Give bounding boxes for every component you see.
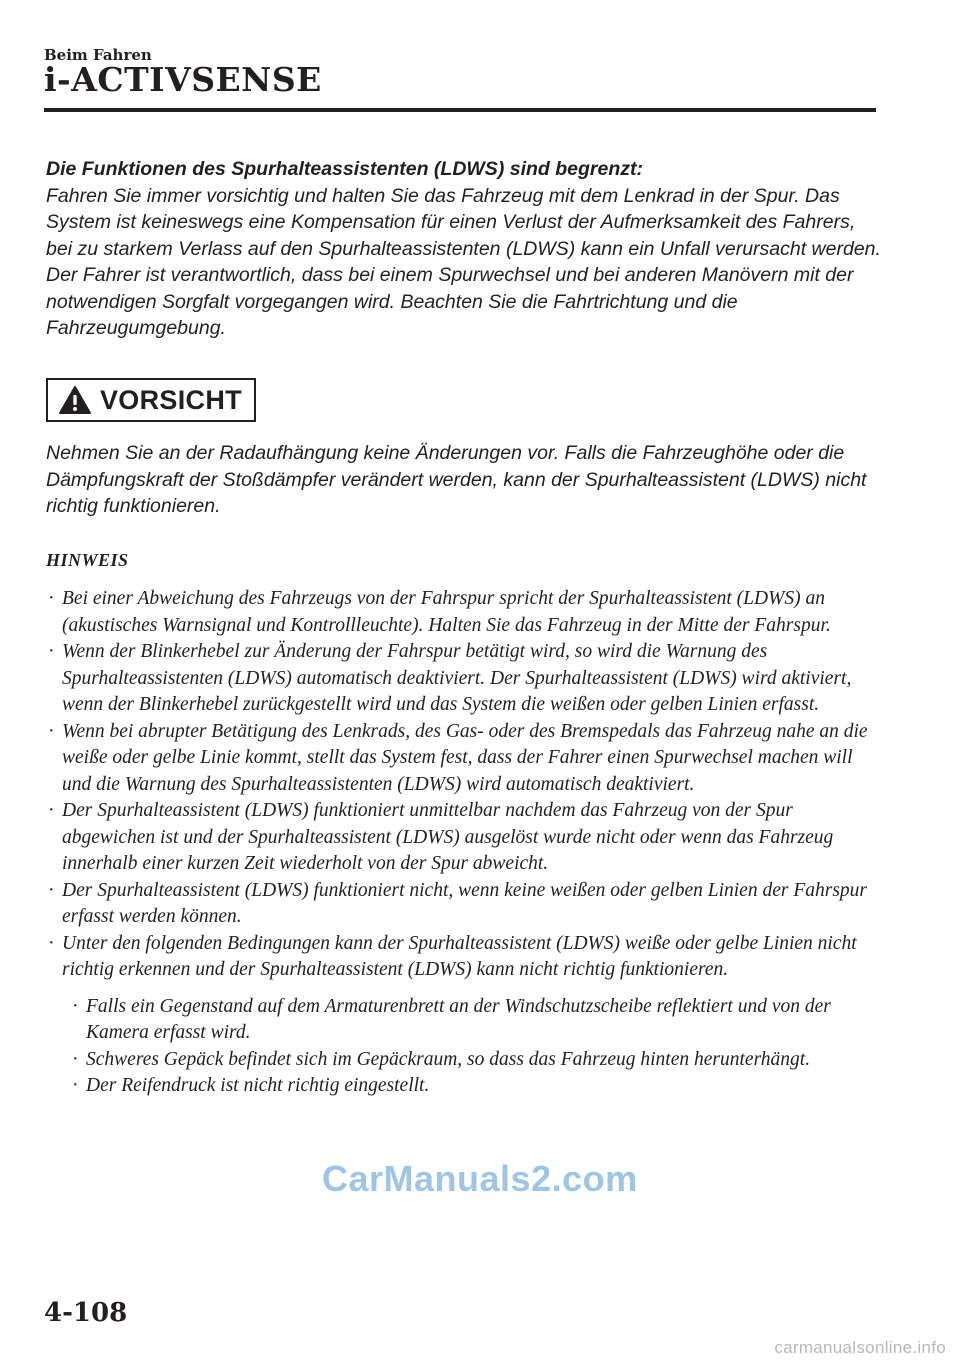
note-item: · Unter den folgenden Bedingungen kann der Spurhalteassistent (LDWS) weiße oder gelbe Linien nicht richtig erkennen und der Spurhalteassistent (LDWS) kann nicht richtig funktionieren. — [46, 931, 886, 984]
note-item: · Wenn bei abrupter Betätigung des Lenkrads, des Gas- oder des Bremspedals das Fahrzeug nahe an die weiße oder gelbe Linie kommt, stellt das System fest, dass der Fahrer einen Spurwechsel machen will und die Warnung des Spurhalteassistenten (LDWS) wird automatisch deaktiviert. — [46, 719, 886, 799]
note-item: · Der Spurhalteassistent (LDWS) funktioniert nicht, wenn keine weißen oder gelben Linien der Fahrspur erfasst werden können. — [46, 878, 886, 931]
note-item: · Der Spurhalteassistent (LDWS) funktioniert unmittelbar nachdem das Fahrzeug von der Spur abgewichen ist und der Spurhalteassistent (LDWS) ausgelöst wurde nicht oder wenn das Fahrzeug innerhalb einer kurzen Zeit wiederholt von der Spur abweicht. — [46, 798, 886, 878]
note-item: · Bei einer Abweichung des Fahrzeugs von der Fahrspur spricht der Spurhalteassistent (LDWS) an (akustisches Warnsignal und Kontrollleuchte). Halten Sie das Fahrzeug in der Mitte der Fahrspur. — [46, 586, 886, 639]
note-heading: HINWEIS — [46, 550, 129, 570]
header-section: Beim Fahren — [44, 46, 152, 64]
footer-site-link[interactable]: carmanualsonline.info — [774, 1338, 946, 1357]
note-sub-item: · Falls ein Gegenstand auf dem Armaturenbrett an der Windschutzscheibe reflektiert und von der Kamera erfasst wird. — [70, 994, 886, 1047]
note-list — [46, 586, 886, 1100]
warning-body: Fahren Sie immer vorsichtig und halten Sie das Fahrzeug mit dem Lenkrad in der Spur. Das System ist keineswegs eine Kompensation für einen Verlust der Aufmerksamkeit des Fahrers, bei zu starkem Verlass auf den Spurhalteassistenten (LDWS) kann ein Unfall verursacht werden. Der Fahrer ist verantwortlich, dass bei einem Spurwechsel und bei anderen Manövern mit der notwendigen Sorgfalt vorgegangen wird. Beachten Sie die Fahrtrichtung und die Fahrzeugumgebung. — [46, 184, 881, 339]
note-item: · Wenn der Blinkerhebel zur Änderung der Fahrspur betätigt wird, so wird die Warnung des Spurhalteassistenten (LDWS) automatisch deaktiviert. Der Spurhalteassistent (LDWS) wird aktiviert, wenn der Blinkerhebel zurückgestellt wird und das System die weißen oder gelben Linien erfasst. — [46, 639, 886, 719]
caution-box — [46, 378, 256, 422]
warning-block — [46, 156, 886, 342]
warning-heading: Die Funktionen des Spurhalteassistenten (LDWS) sind begrenzt: — [46, 158, 643, 180]
header-rule — [44, 108, 876, 112]
caution-body: Nehmen Sie an der Radaufhängung keine Änderungen vor. Falls die Fahrzeughöhe oder die Dämpfungskraft der Stoßdämpfer verändert werden, kann der Spurhalteassistent (LDWS) nicht richtig funktionieren. — [46, 442, 867, 517]
page-title: i-ACTIVSENSE — [44, 60, 322, 99]
note-sub-item: · Schweres Gepäck befindet sich im Gepäckraum, so dass das Fahrzeug hinten herunterhängt. — [70, 1047, 886, 1074]
page-number: 4-108 — [44, 1298, 128, 1328]
caution-label: VORSICHT — [100, 384, 242, 415]
note-sub-list — [46, 994, 886, 1100]
note-sub-item: · Der Reifendruck ist nicht richtig eingestellt. — [70, 1073, 886, 1100]
watermark: CarManuals2.com — [322, 1158, 638, 1199]
warning-triangle-icon — [58, 385, 92, 415]
